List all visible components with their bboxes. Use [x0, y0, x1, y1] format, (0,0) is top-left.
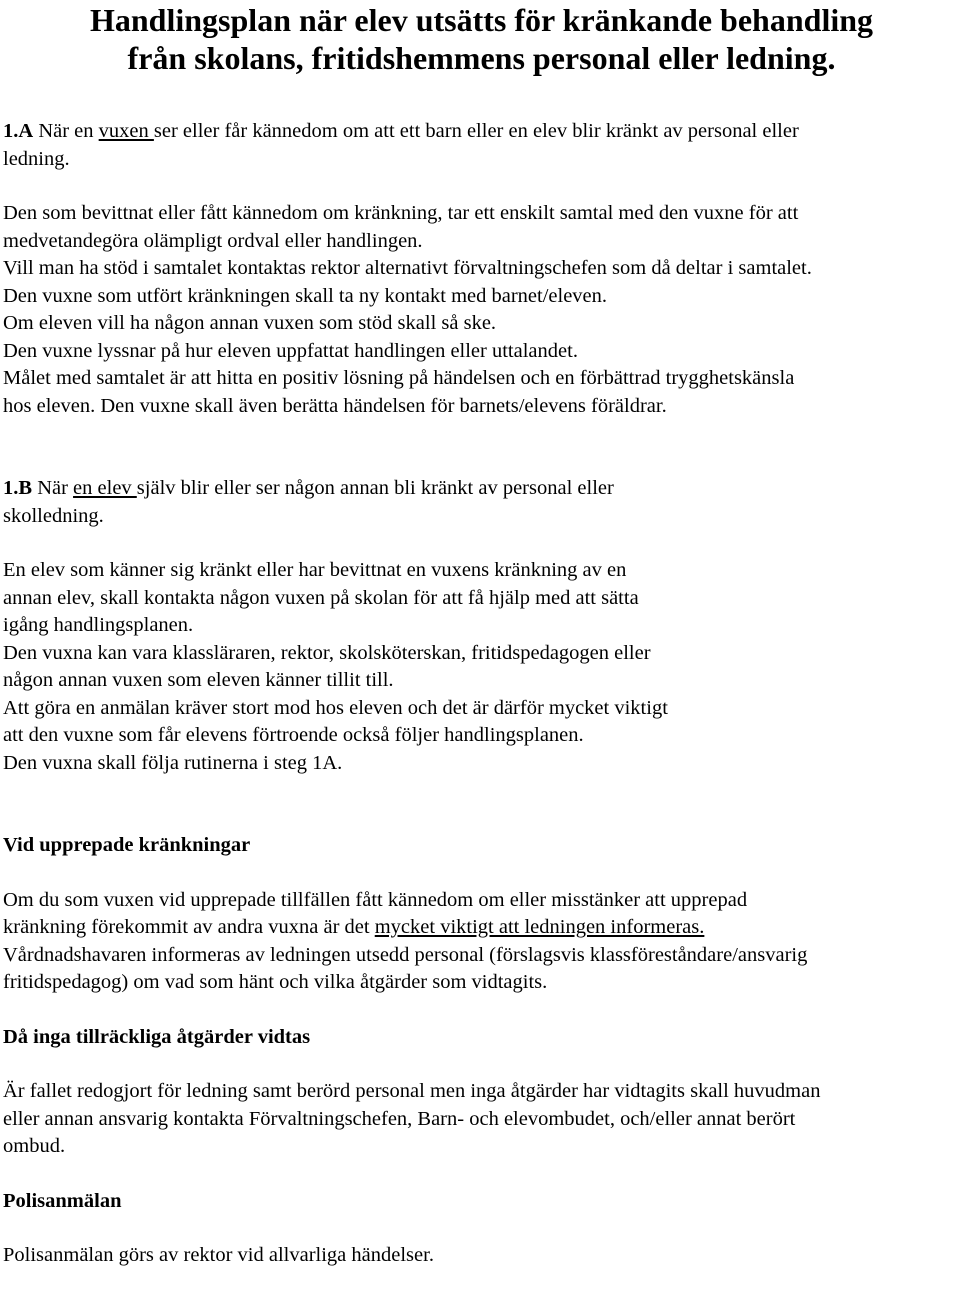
body-line	[3, 914, 960, 942]
title-line: från skolans, fritidshemmens personal eller ledning.	[127, 40, 836, 76]
body-line: En elev som känner sig kränkt eller har bevittnat en vuxens kränkning av en	[3, 559, 627, 581]
section-heading-police: Polisanmälan	[3, 1189, 122, 1212]
body-line: någon annan vuxen som eleven känner tillit till.	[3, 669, 394, 691]
intro-text: ser eller får kännedom om att ett barn eller en elev blir kränkt av personal eller	[153, 120, 799, 142]
section-a-intro-line: ledning.	[3, 147, 70, 170]
body-line: hos eleven. Den vuxne skall även berätta händelsen för barnets/elevens föräldrar.	[3, 394, 667, 417]
intro-text: själv blir eller ser någon annan bli kränkt av personal eller	[136, 477, 614, 499]
page-title	[3, 0, 960, 77]
body-line: Den vuxna kan vara klassläraren, rektor, skolsköterskan, fritidspedagogen eller	[3, 641, 651, 664]
body-line: Målet med samtalet är att hitta en positiv lösning på händelsen och en förbättrad trygghetskänsla	[3, 367, 795, 389]
body-line: Vill man ha stöd i samtalet kontaktas rektor alternativt förvaltningschefen som då deltar i samtalet.	[3, 257, 812, 279]
repeated-body	[3, 887, 960, 997]
body-line: Vårdnadshavaren informeras av ledningen utsedd personal (förslagsvis klassföreståndare/ansvarig	[3, 943, 808, 966]
emphasis-underline: vuxen	[98, 120, 154, 142]
intro-text: När	[32, 477, 74, 499]
section-heading-no-action: Då inga tillräckliga åtgärder vidtas	[3, 1025, 311, 1048]
section-a-label: 1.A	[3, 120, 34, 142]
section-heading-repeated: Vid upprepade kränkningar	[3, 834, 251, 856]
body-line: att den vuxne som får elevens förtroende också följer handlingsplanen.	[3, 724, 584, 746]
emphasis-underline: mycket viktigt att ledningen informeras.	[374, 916, 705, 938]
section-a-body	[3, 200, 960, 420]
body-line: Den vuxna skall följa rutinerna i steg 1A.	[3, 751, 343, 774]
body-line: Är fallet redogjort för ledning samt berörd personal men inga åtgärder har vidtagits skall huvudman	[3, 1080, 821, 1102]
section-b-intro	[3, 475, 960, 530]
body-line: Att göra en anmälan kräver stort mod hos eleven och det är därför mycket viktigt	[3, 696, 668, 719]
section-b-intro-line: skolledning.	[3, 504, 104, 527]
section-a-intro-line	[3, 118, 960, 146]
body-line: medvetandegöra olämpligt ordval eller handlingen.	[3, 229, 423, 252]
body-line: Om eleven vill ha någon annan vuxen som stöd skall så ske.	[3, 312, 497, 334]
body-text: kränkning förekommit av andra vuxna är det	[3, 916, 375, 938]
body-line: igång handlingsplanen.	[3, 614, 194, 636]
emphasis-underline: en elev	[73, 477, 137, 499]
body-line: Om du som vuxen vid upprepade tillfällen fått kännedom om eller misstänker att upprepad	[3, 888, 748, 911]
intro-text: När en	[33, 120, 99, 142]
no-action-body	[3, 1078, 960, 1161]
body-line: ombud.	[3, 1135, 66, 1157]
section-a-intro	[3, 118, 960, 173]
body-line: Den vuxne lyssnar på hur eleven uppfattat handlingen eller uttalandet.	[3, 339, 578, 362]
section-b-body	[3, 557, 960, 777]
section-b-label: 1.B	[3, 477, 33, 499]
body-line: Den vuxne som utfört kränkningen skall ta ny kontakt med barnet/eleven.	[3, 284, 608, 307]
body-line: annan elev, skall kontakta någon vuxen på skolan för att få hjälp med att sätta	[3, 586, 639, 609]
body-line: Den som bevittnat eller fått kännedom om kränkning, tar ett enskilt samtal med den vuxne för att	[3, 202, 799, 224]
section-b-intro-line	[3, 475, 960, 503]
police-body	[3, 1242, 960, 1270]
body-line: Polisanmälan görs av rektor vid allvarliga händelser.	[3, 1244, 434, 1266]
body-line: eller annan ansvarig kontakta Förvaltningschefen, Barn- och elevombudet, och/eller annat berört	[3, 1107, 796, 1130]
title-line: Handlingsplan när elev utsätts för kränkande behandling	[89, 2, 874, 38]
body-line: fritidspedagog) om vad som hänt och vilka åtgärder som vidtagits.	[3, 971, 548, 993]
